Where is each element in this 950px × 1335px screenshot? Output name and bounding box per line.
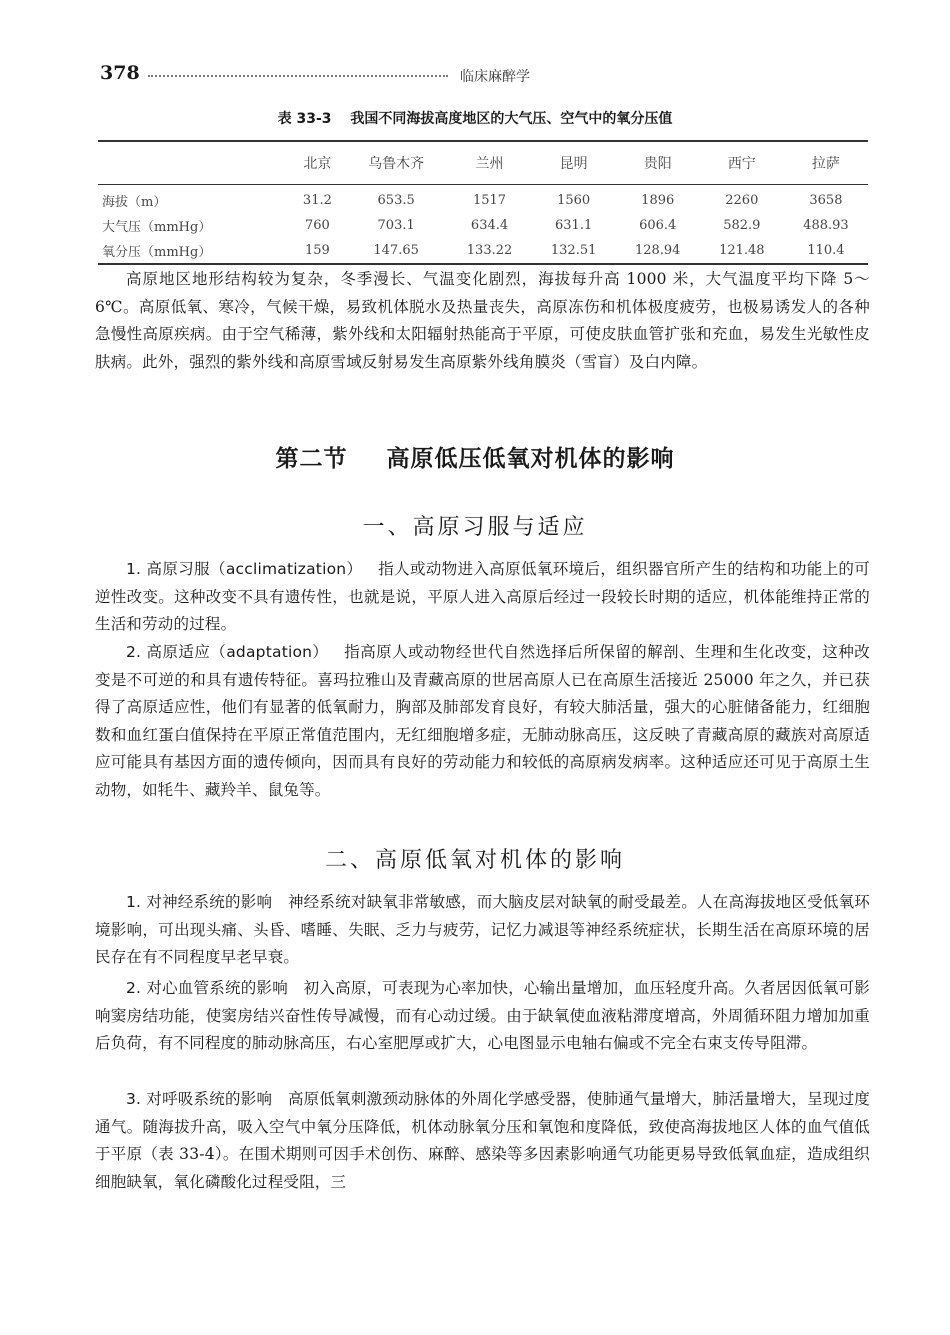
table-caption-title: 我国不同海拔高度地区的大气压、空气中的氧分压值 (350, 111, 673, 127)
paragraph-text: 初入高原，可表现为心率加快，心输出量增加，血压轻度升高。久者居因低氧可影响窦房结功能，使窦房结兴奋性传导减慢，而有心动过缓。由于缺氧使血液粘滞度增高，外周循环阻力增加加重后负荷，有不同程度的肺动脉高压，右心室肥厚或扩大，心电图显示电轴右偏或不完全右束支传导阻滞。 (95, 979, 870, 1052)
table-cell: 760 (304, 218, 330, 233)
table-cell: 121.48 (719, 243, 765, 258)
table-cell: 582.9 (723, 218, 761, 233)
table-header-row (98, 141, 868, 185)
table-header-cell: 西宁 (727, 156, 756, 172)
table-cell: 3658 (809, 193, 843, 208)
paragraph-text: 指高原人或动物经世代自然选择后所保留的解剖、生理和生化改变，这种改变是不可逆的和具有遗传特征。喜玛拉雅山及青藏高原的世居高原人已在高原生活接近 25000 年之久，并已获得了高原适应性，他们有显著的低氧耐力，胸部及肺部发育良好，有较大肺活量，强大的心脏储备能力，红细胞数和血红蛋白值保持在平原正常值范围内，无红细胞增多症，无肺动脉高压，这反映了青藏高原的藏族对高原适应可能具有基因方面的遗传倾向，因而具有良好的劳动能力和较低的高原病发病率。这种适应还可见于高原土生动物，如牦牛、藏羚羊、鼠兔等。 (95, 643, 870, 799)
table-row (98, 238, 868, 264)
paragraph-text: 指人或动物进入高原低氧环境后，组织器官所产生的结构和功能上的可逆性改变。这种改变不具有遗传性，也就是说，平原人进入高原后经过一段较长时期的适应，机体能维持正常的生活和劳动的过程。 (95, 560, 871, 633)
table-cell: 488.93 (803, 218, 849, 233)
book-title: 临床麻醉学 (460, 69, 530, 85)
table-cell: 110.4 (807, 243, 845, 258)
table-caption (0, 108, 950, 128)
intro-paragraph: 高原地区地形结构较为复杂，冬季漫长、气温变化剧烈，海拔每升高 1000 米，大气温度平均下降 5～6℃。高原低氧、寒冷，气候干燥，易致机体脱水及热量丧失，高原冻伤和机体极度疲劳，也极易诱发人的各种急慢性高原疾病。由于空气稀薄，紫外线和太阳辐射热能高于平原，可使皮肤血管扩张和充血，易发生光敏性皮肤病。此外，强烈的紫外线和高原雪域反射易发生高原紫外线角膜炎（雪盲）及白内障。 (95, 270, 870, 371)
section-heading (0, 440, 950, 473)
table-header-cell: 北京 (303, 156, 332, 172)
table-cell: 634.4 (470, 218, 509, 233)
table-cell: 1896 (641, 193, 675, 208)
table-header-cell: 昆明 (559, 156, 588, 172)
table-cell: 147.65 (373, 243, 419, 258)
page-number: 378 (100, 62, 140, 84)
paragraph-respiratory (95, 1086, 870, 1196)
table-header-cell: 贵阳 (643, 156, 672, 172)
table-row-label: 大气压（mmHg） (102, 220, 212, 235)
table-row (98, 213, 868, 238)
table-caption-number: 表 33-3 (277, 111, 332, 127)
table-row (98, 185, 868, 214)
table-cell: 631.1 (555, 218, 593, 233)
table-header-cell: 拉萨 (811, 156, 840, 172)
term-respiratory: 3. 对呼吸系统的影响 (126, 1090, 273, 1108)
term-acclimatization: 1. 高原习服（acclimatization） (126, 560, 363, 578)
table-row-label: 氧分压（mmHg） (102, 245, 212, 260)
table-cell: 606.4 (639, 218, 677, 233)
section-number: 第二节 (275, 446, 348, 472)
term-nervous-system: 1. 对神经系统的影响 (126, 893, 273, 911)
paragraph-cardiovascular (95, 975, 870, 1058)
paragraph-nervous-system (95, 889, 870, 972)
table-header-cell (98, 141, 290, 185)
altitude-pressure-table (98, 140, 868, 265)
paragraph-acclimatization (95, 556, 870, 639)
term-cardiovascular: 2. 对心血管系统的影响 (126, 979, 288, 997)
table-cell: 133.22 (466, 243, 513, 258)
table-row-label: 海拔（m） (102, 195, 167, 210)
table-header-cell: 兰州 (475, 156, 504, 172)
table-cell: 703.1 (377, 218, 415, 233)
term-adaptation: 2. 高原适应（adaptation） (126, 643, 329, 661)
subsection-heading-1: 一、高原习服与适应 (362, 515, 588, 540)
paragraph-text: 神经系统对缺氧非常敏感，而大脑皮层对缺氧的耐受最差。人在高海拔地区受低氧环境影响，可出现头痛、头昏、嗜睡、失眠、乏力与疲劳，记忆力减退等神经系统症状，长期生活在高原环境的居民存在有不同程度早老早衰。 (95, 893, 871, 966)
table-header-cell: 乌鲁木齐 (368, 156, 425, 172)
paragraph-text: 高原低氧刺激颈动脉体的外周化学感受器，使肺通气量增大，肺活量增大，呈现过度通气。随海拔升高，吸入空气中氧分压降低，机体动脉氧分压和氧饱和度降低，致使高海拔地区人体的血气值低于平原（表 33-4）。在围术期则可因手术创伤、麻醉、感染等多因素影响通气功能更易导致低氧血症，造成组织细胞缺氧，氧化磷酸化过程受阻，三 (95, 1090, 871, 1191)
table-cell: 128.94 (634, 243, 681, 258)
table-cell: 132.51 (550, 243, 597, 258)
table-cell: 1560 (557, 193, 591, 208)
table-cell: 159 (304, 243, 330, 258)
table-cell: 31.2 (302, 193, 332, 208)
paragraph-adaptation (95, 639, 870, 804)
table-cell: 653.5 (377, 193, 415, 208)
table-cell: 1517 (472, 193, 507, 208)
subsection-heading-2: 二、高原低氧对机体的影响 (324, 848, 625, 873)
table-cell: 2260 (725, 193, 759, 208)
section-title: 高原低压低氧对机体的影响 (386, 446, 675, 472)
header-dot-leader (148, 67, 448, 77)
running-header (100, 60, 860, 90)
